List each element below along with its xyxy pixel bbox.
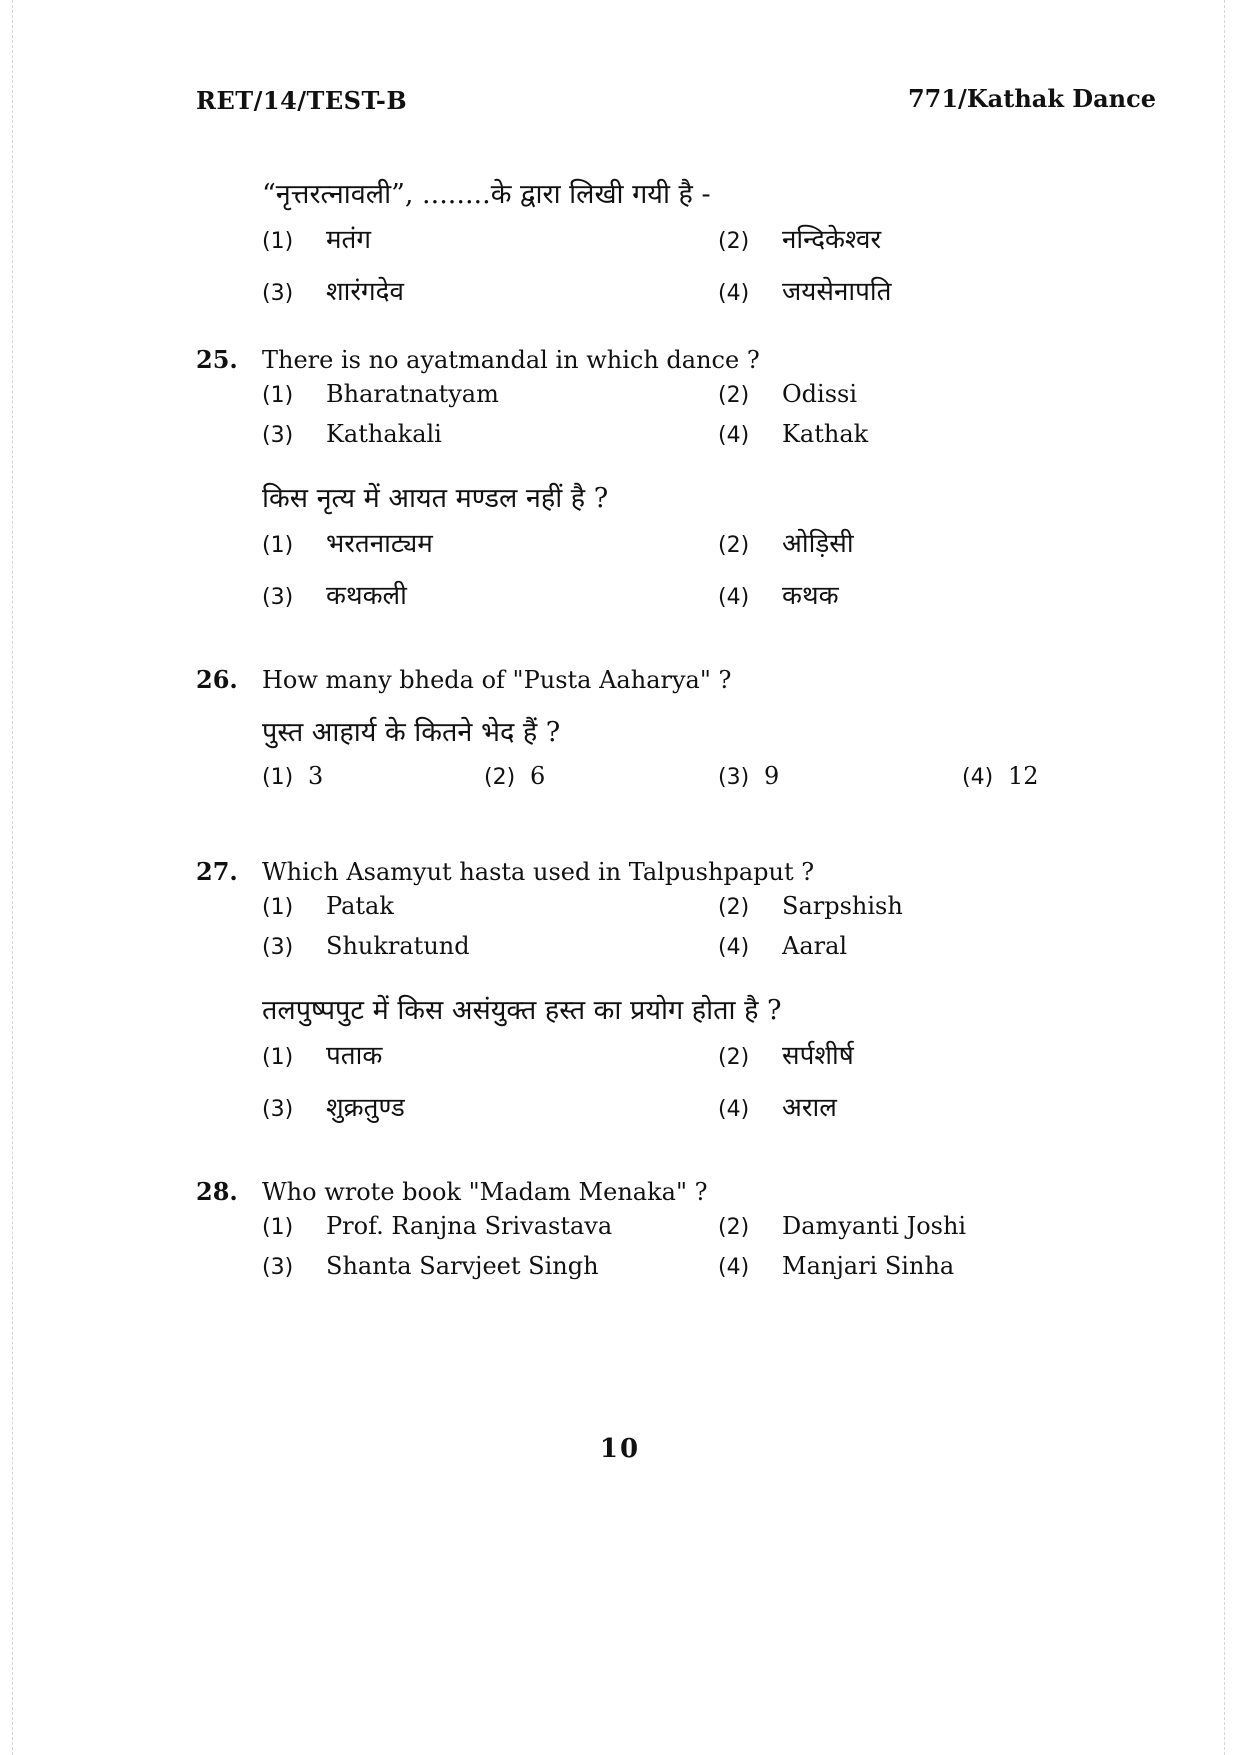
option-label: (3) xyxy=(262,935,294,960)
option-label: (4) xyxy=(962,765,994,790)
question-number: 25. xyxy=(196,345,238,374)
option-text: 12 xyxy=(1008,762,1039,790)
option-row xyxy=(262,1036,1096,1088)
option-label: (3) xyxy=(262,423,294,448)
option-4 xyxy=(718,576,839,612)
option-text: Shanta Sarvjeet Singh xyxy=(326,1252,599,1280)
question-27 xyxy=(196,852,1096,1140)
option-label: (1) xyxy=(262,765,294,790)
option-text: नन्दिकेश्वर xyxy=(782,225,882,255)
option-text: कथक xyxy=(782,581,839,611)
option-row xyxy=(262,762,1096,802)
option-row xyxy=(262,220,1096,272)
question-number: 26. xyxy=(196,665,238,694)
question-24-hindi xyxy=(196,170,1096,324)
question-28 xyxy=(196,1172,1096,1292)
option-4 xyxy=(962,762,1039,790)
option-text: पताक xyxy=(326,1041,383,1071)
option-label: (1) xyxy=(262,383,294,408)
options-hindi xyxy=(262,1036,1096,1140)
option-row xyxy=(262,932,1096,972)
option-text: Bharatnatyam xyxy=(326,380,499,408)
option-row xyxy=(262,1212,1096,1252)
option-text: शारंगदेव xyxy=(326,277,404,307)
question-text: Which Asamyut hasta used in Talpushpaput ? xyxy=(262,858,815,886)
option-label: (1) xyxy=(262,533,294,558)
option-label: (3) xyxy=(718,765,750,790)
option-2 xyxy=(718,892,903,920)
option-label: (4) xyxy=(718,423,750,448)
option-text: Damyanti Joshi xyxy=(782,1212,967,1240)
option-row xyxy=(262,892,1096,932)
question-text-hindi: पुस्त आहार्य के कितने भेद हैं ? xyxy=(262,717,561,748)
option-label: (2) xyxy=(718,1045,750,1070)
option-label: (4) xyxy=(718,281,750,306)
option-text: Kathakali xyxy=(326,420,442,448)
question-text: Who wrote book "Madam Menaka" ? xyxy=(262,1178,708,1206)
option-2 xyxy=(484,762,545,790)
option-row xyxy=(262,576,1096,628)
question-25 xyxy=(196,340,1096,628)
option-label: (2) xyxy=(718,229,750,254)
option-row xyxy=(262,272,1096,324)
option-label: (4) xyxy=(718,935,750,960)
option-3 xyxy=(262,932,470,960)
option-label: (3) xyxy=(262,585,294,610)
option-1 xyxy=(262,220,371,256)
option-1 xyxy=(262,1212,612,1240)
option-label: (4) xyxy=(718,1255,750,1280)
option-label: (1) xyxy=(262,1215,294,1240)
option-label: (1) xyxy=(262,895,294,920)
option-label: (3) xyxy=(262,1097,294,1122)
option-text: Prof. Ranjna Srivastava xyxy=(326,1212,613,1240)
option-text: Shukratund xyxy=(326,932,470,960)
option-text: सर्पशीर्ष xyxy=(782,1041,854,1071)
option-text: 3 xyxy=(308,762,324,790)
option-3 xyxy=(262,1252,599,1280)
header-test-code: RET/14/TEST-B xyxy=(196,86,408,115)
option-label: (3) xyxy=(262,281,294,306)
option-text: शुक्रतुण्ड xyxy=(326,1093,405,1123)
option-text: 9 xyxy=(764,762,780,790)
question-26 xyxy=(196,660,1096,802)
option-text: भरतनाट्यम xyxy=(326,529,433,559)
option-4 xyxy=(718,1252,954,1280)
option-1 xyxy=(262,524,433,560)
option-2 xyxy=(718,380,857,408)
page-number: 10 xyxy=(599,1434,641,1464)
option-label: (2) xyxy=(718,895,750,920)
option-3 xyxy=(262,576,407,612)
options xyxy=(262,892,1096,972)
option-1 xyxy=(262,1036,382,1072)
option-1 xyxy=(262,380,499,408)
option-1 xyxy=(262,892,394,920)
option-text: Sarpshish xyxy=(782,892,903,920)
option-4 xyxy=(718,420,868,448)
option-label: (4) xyxy=(718,1097,750,1122)
option-text: जयसेनापति xyxy=(782,277,892,307)
option-text: Kathak xyxy=(782,420,869,448)
question-text-hindi: “नृत्तरत्नावली”, ........के द्वारा लिखी गयी है - xyxy=(262,179,711,210)
question-number: 28. xyxy=(196,1177,238,1206)
option-text: ओड़िसी xyxy=(782,529,854,559)
option-row xyxy=(262,420,1096,460)
question-text-hindi: तलपुष्पपुट में किस असंयुक्त हस्त का प्रयोग होता है ? xyxy=(262,995,782,1026)
scan-edge-left xyxy=(12,0,13,1755)
option-text: Odissi xyxy=(782,380,858,408)
scan-edge-right xyxy=(1224,0,1225,1755)
option-4 xyxy=(718,272,891,308)
options xyxy=(262,380,1096,460)
option-text: Aaral xyxy=(782,932,848,960)
options xyxy=(262,1212,1096,1292)
option-row xyxy=(262,380,1096,420)
option-label: (2) xyxy=(718,383,750,408)
option-text: मतंग xyxy=(326,225,372,255)
option-text: 6 xyxy=(530,762,546,790)
option-label: (2) xyxy=(718,533,750,558)
option-3 xyxy=(262,272,404,308)
option-label: (1) xyxy=(262,229,294,254)
question-text: There is no ayatmandal in which dance ? xyxy=(262,346,760,374)
option-text: अराल xyxy=(782,1093,837,1123)
option-row xyxy=(262,1252,1096,1292)
option-1 xyxy=(262,762,323,790)
option-text: Manjari Sinha xyxy=(782,1252,955,1280)
option-2 xyxy=(718,220,881,256)
header-subject: 771/Kathak Dance xyxy=(907,84,1156,113)
options-hindi xyxy=(262,524,1096,628)
option-3 xyxy=(262,420,442,448)
question-number: 27. xyxy=(196,857,238,886)
option-text: Patak xyxy=(326,892,394,920)
options xyxy=(262,762,1096,802)
option-2 xyxy=(718,1212,966,1240)
options xyxy=(262,220,1096,324)
option-2 xyxy=(718,1036,854,1072)
option-text: कथकली xyxy=(326,581,407,611)
option-label: (2) xyxy=(718,1215,750,1240)
option-4 xyxy=(718,1088,837,1124)
option-label: (4) xyxy=(718,585,750,610)
option-label: (1) xyxy=(262,1045,294,1070)
question-text-hindi: किस नृत्य में आयत मण्डल नहीं है ? xyxy=(262,483,609,514)
option-row xyxy=(262,1088,1096,1140)
option-row xyxy=(262,524,1096,576)
question-text: How many bheda of "Pusta Aaharya" ? xyxy=(262,666,732,694)
option-label: (3) xyxy=(262,1255,294,1280)
option-3 xyxy=(262,1088,405,1124)
option-3 xyxy=(718,762,779,790)
option-2 xyxy=(718,524,854,560)
option-label: (2) xyxy=(484,765,516,790)
option-4 xyxy=(718,932,847,960)
